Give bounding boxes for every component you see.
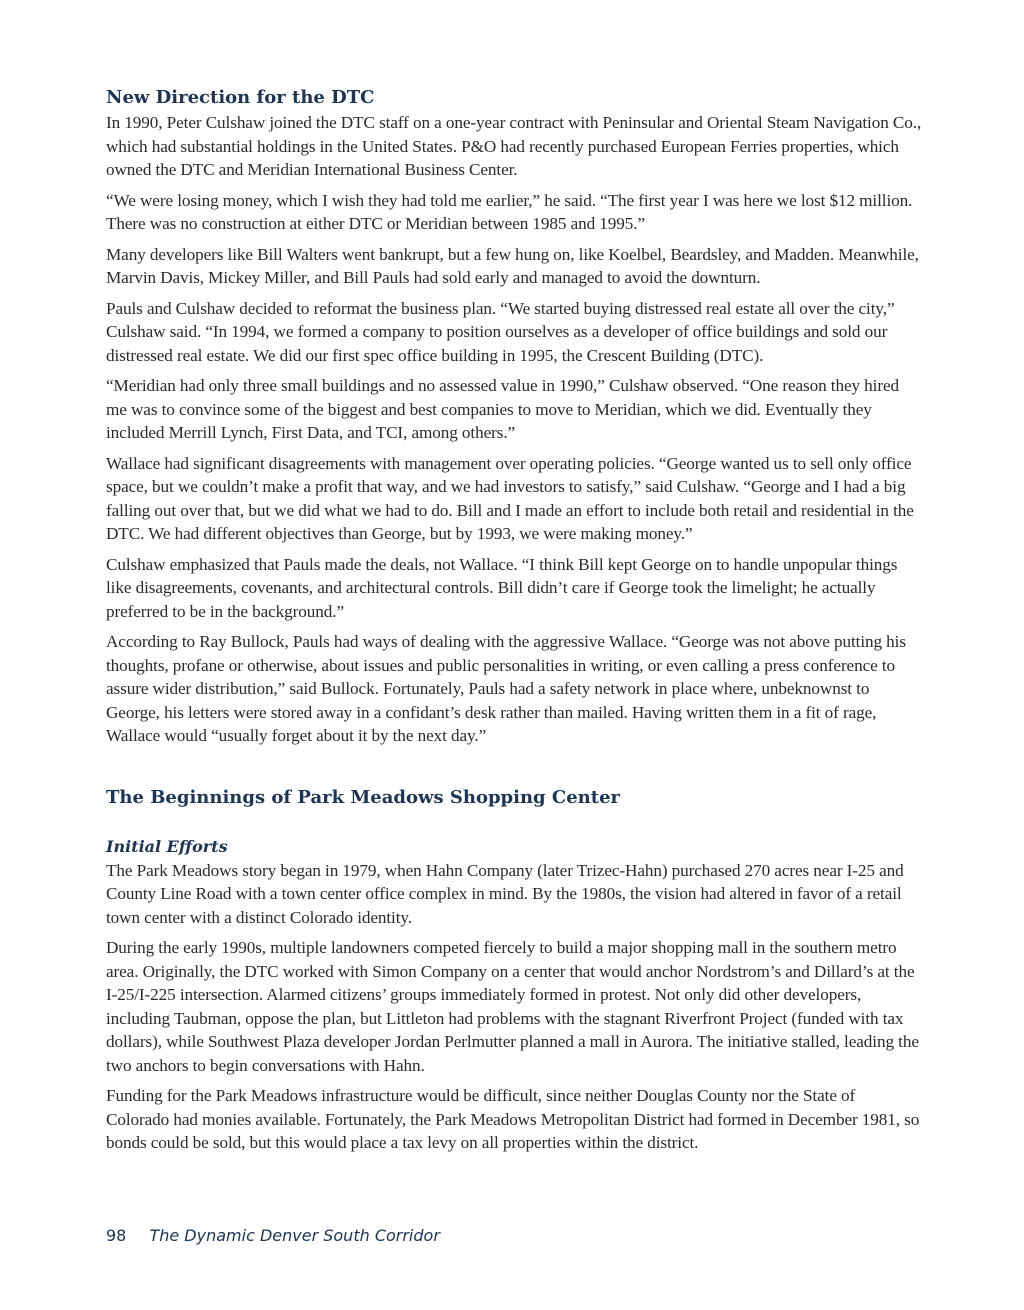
paragraph: “Meridian had only three small buildings and no assessed value in 1990,” Culshaw observed. “One reason they hired me was to convince some of the biggest and best companies to move to Meridian, which we did. Eventually they included Merrill Lynch, First Data, and TCI, among others.” bbox=[106, 376, 899, 442]
section-heading-park-meadows: The Beginnings of Park Meadows Shopping Center bbox=[106, 786, 621, 808]
paragraph: During the early 1990s, multiple landowners competed fiercely to build a major shopping mall in the southern metro area. Originally, the DTC worked with Simon Company on a center that would anchor Nordstrom’s and Dillard’s at the I-25/I-225 intersection. Alarmed citizens’ groups immediately formed in protest. Not only did other developers, including Taubman, oppose the plan, but Littleton had problems with the stagnant Riverfront Project (funded with tax dollars), while Southwest Plaza developer Jordan Perlmutter planned a mall in Aurora. The initiative stalled, leading the two anchors to begin conversations with Hahn. bbox=[106, 938, 919, 1075]
page-number: 98 bbox=[106, 1226, 127, 1245]
paragraph: In 1990, Peter Culshaw joined the DTC staff on a one-year contract with Peninsular and Oriental Steam Navigation Co., which had substantial holdings in the United States. P&O had recently purchased European Ferries properties, which owned the DTC and Meridian International Business Center. bbox=[106, 113, 922, 179]
page-body bbox=[106, 86, 922, 1162]
paragraph: According to Ray Bullock, Pauls had ways of dealing with the aggressive Wallace. “George was not above putting his thoughts, profane or otherwise, about issues and public personalities in writing, or even calling a press conference to assure wider distribution,” said Bullock. Fortunately, Pauls had a safety network in place where, unbeknownst to George, his letters were stored away in a confidant’s desk rather than mailed. Having written them in a fit of rage, Wallace would “usually forget about it by the next day.” bbox=[106, 632, 906, 745]
paragraph: Funding for the Park Meadows infrastructure would be difficult, since neither Douglas County nor the State of Colorado had monies available. Fortunately, the Park Meadows Metropolitan District had formed in December 1981, so bonds could be sold, but this would place a tax levy on all properties within the district. bbox=[106, 1086, 920, 1152]
paragraph: “We were losing money, which I wish they had told me earlier,” he said. “The first year I was here we lost $12 million. There was no construction at either DTC or Meridian between 1985 and 1995.” bbox=[106, 190, 913, 233]
book-title: The Dynamic Denver South Corridor bbox=[149, 1226, 440, 1245]
paragraph: Wallace had significant disagreements with management over operating policies. “George wanted us to sell only office space, but we couldn’t make a profit that way, and we had investors to satisfy,” said Culshaw. “George and I had a big falling out over that, but we did what we had to do. Bill and I made an effort to include both retail and residential in the DTC. We had different objectives than George, but by 1993, we were making money.” bbox=[106, 453, 914, 543]
section-heading-new-direction: New Direction for the DTC bbox=[106, 87, 375, 108]
subheading-initial-efforts: Initial Efforts bbox=[106, 836, 228, 856]
paragraph: Pauls and Culshaw decided to reformat the business plan. “We started buying distressed real estate all over the city,” Culshaw said. “In 1994, we formed a company to position ourselves as a developer of office buildings and sold our distressed real estate. We did our first spec office building in 1995, the Crescent Building (DTC). bbox=[106, 298, 895, 365]
paragraph: The Park Meadows story began in 1979, when Hahn Company (later Trizec-Hahn) purchased 270 acres near I-25 and County Line Road with a town center office complex in mind. By the 1980s, the vision had altered in favor of a retail town center with a distinct Colorado identity. bbox=[106, 860, 904, 927]
paragraph: Culshaw emphasized that Pauls made the deals, not Wallace. “I think Bill kept George on to handle unpopular things like disagreements, covenants, and architectural controls. Bill didn’t care if George took the limelight; he actually preferred to be in the background.” bbox=[106, 554, 898, 621]
page-footer bbox=[106, 1226, 440, 1245]
paragraph: Many developers like Bill Walters went bankrupt, but a few hung on, like Koelbel, Beardsley, and Madden. Meanwhile, Marvin Davis, Mickey Miller, and Bill Pauls had sold early and managed to avoid the downturn. bbox=[106, 244, 919, 287]
